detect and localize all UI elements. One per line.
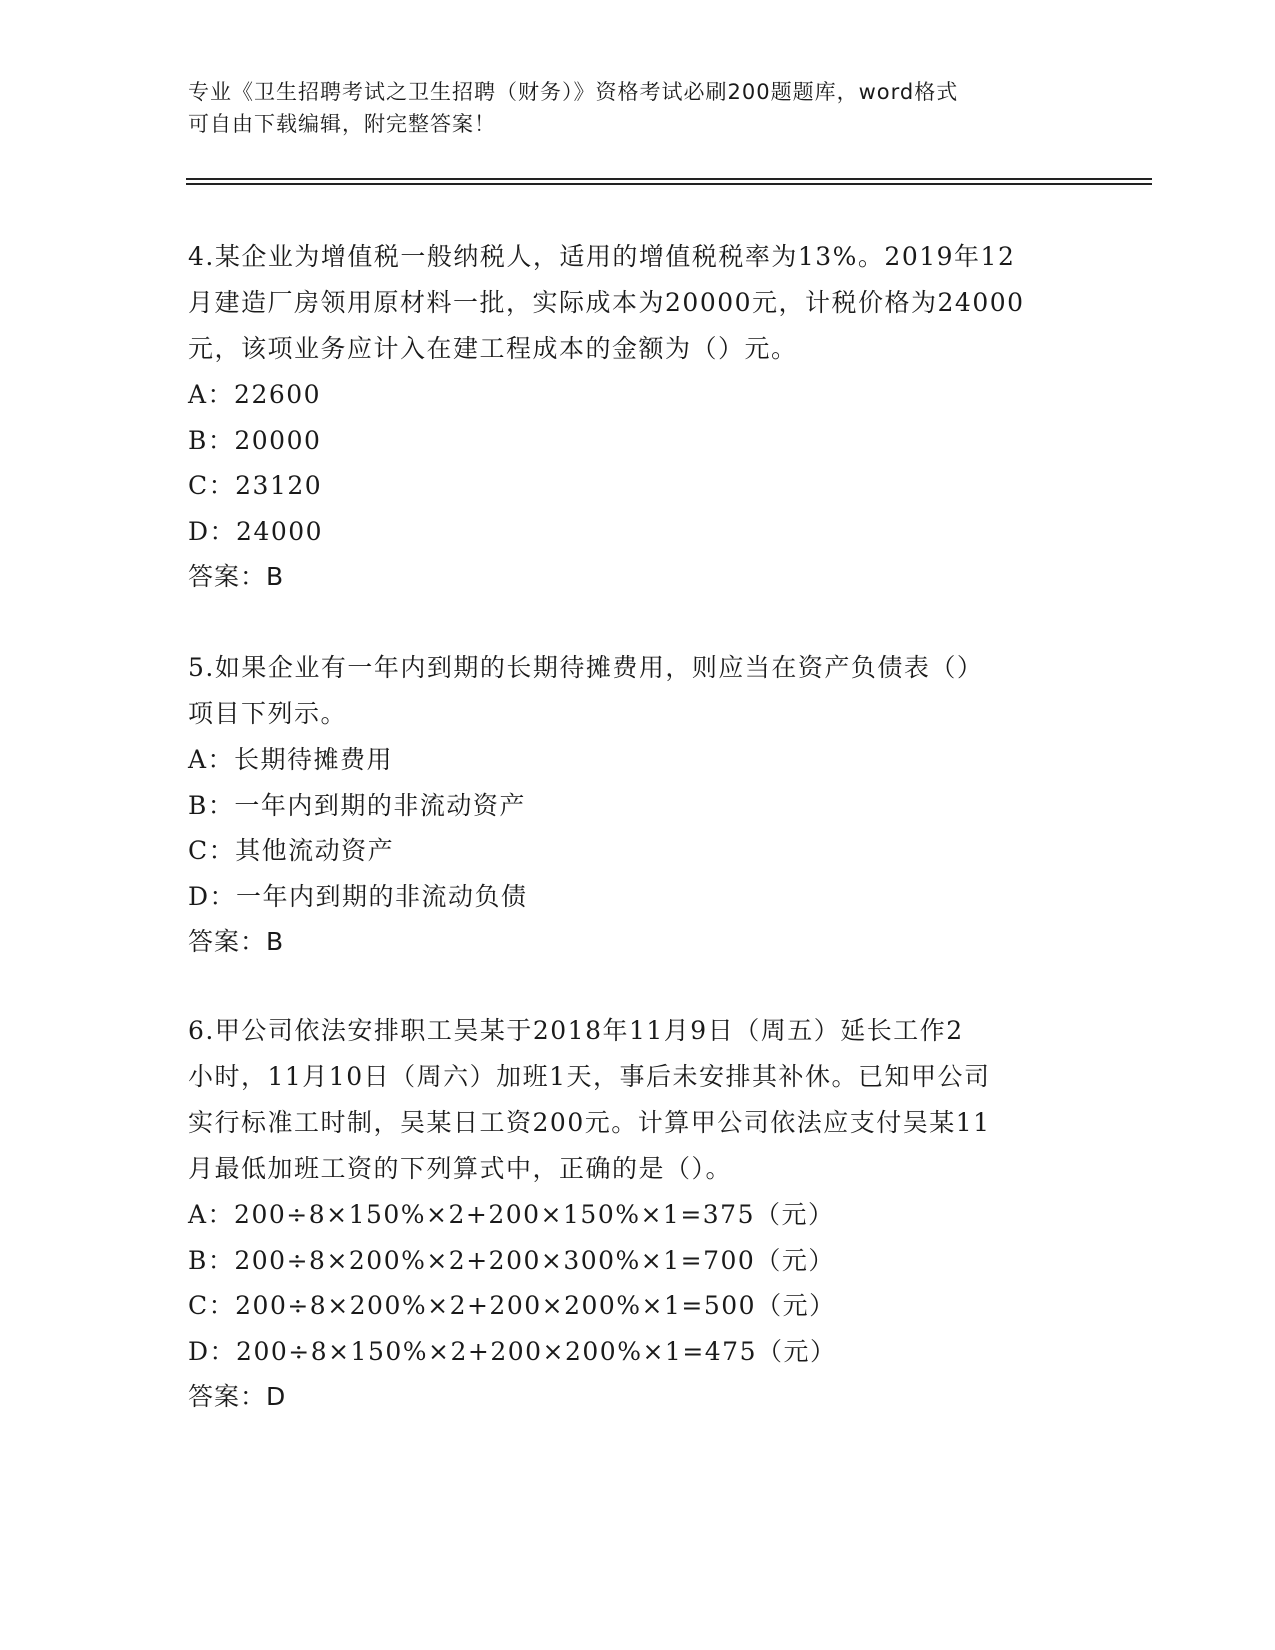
- question-stem: [188, 234, 1088, 372]
- header-line-1: 专业《卫生招聘考试之卫生招聘（财务）》资格考试必刷200题题库，word格式: [188, 80, 959, 104]
- answer-line: 答案：B: [188, 562, 285, 591]
- header-divider-bottom: [186, 183, 1152, 185]
- question-6: [188, 1008, 1088, 1420]
- stem-line: 实行标准工时制，吴某日工资200元。计算甲公司依法应支付吴某11: [188, 1108, 991, 1137]
- option-d: D：一年内到期的非流动负债: [188, 881, 528, 911]
- answer-line: 答案：B: [188, 927, 285, 956]
- option-list: [188, 1192, 1088, 1374]
- option-b: B：一年内到期的非流动资产: [188, 790, 526, 820]
- stem-line: 项目下列示。: [188, 699, 348, 728]
- header-divider-top: [186, 178, 1152, 180]
- option-list: [188, 372, 1088, 554]
- option-b: B：20000: [188, 425, 322, 455]
- option-b: B：200÷8×200%×2+200×300%×1=700（元）: [188, 1245, 835, 1275]
- stem-line: 5.如果企业有一年内到期的长期待摊费用，则应当在资产负债表（）: [188, 653, 984, 682]
- option-d: D：24000: [188, 516, 324, 546]
- answer-line: 答案：D: [188, 1382, 287, 1411]
- option-c: C：其他流动资产: [188, 836, 395, 865]
- stem-line: 4.某企业为增值税一般纳税人，适用的增值税税率为13%。2019年12: [188, 242, 1016, 271]
- header-line-2: 可自由下载编辑，附完整答案！: [188, 112, 496, 136]
- stem-line: 小时，11月10日（周六）加班1天，事后未安排其补休。已知甲公司: [188, 1062, 991, 1091]
- stem-line: 月建造厂房领用原材料一批，实际成本为20000元，计税价格为24000: [188, 288, 1025, 317]
- question-stem: [188, 1008, 1088, 1192]
- option-a: A：200÷8×150%×2+200×150%×1=375（元）: [188, 1200, 835, 1229]
- option-a: A：22600: [188, 380, 322, 409]
- option-list: [188, 737, 1088, 919]
- document-header: [188, 76, 1068, 140]
- option-a: A：长期待摊费用: [188, 745, 394, 774]
- question-stem: [188, 645, 1088, 737]
- option-c: C：200÷8×200%×2+200×200%×1=500（元）: [188, 1291, 836, 1320]
- option-d: D：200÷8×150%×2+200×200%×1=475（元）: [188, 1336, 837, 1366]
- stem-line: 6.甲公司依法安排职工吴某于2018年11月9日（周五）延长工作2: [188, 1016, 964, 1045]
- option-c: C：23120: [188, 471, 323, 500]
- stem-line: 月最低加班工资的下列算式中，正确的是（）。: [188, 1154, 733, 1183]
- question-4: [188, 234, 1088, 600]
- stem-line: 元，该项业务应计入在建工程成本的金额为（）元。: [188, 334, 798, 363]
- question-5: [188, 645, 1088, 965]
